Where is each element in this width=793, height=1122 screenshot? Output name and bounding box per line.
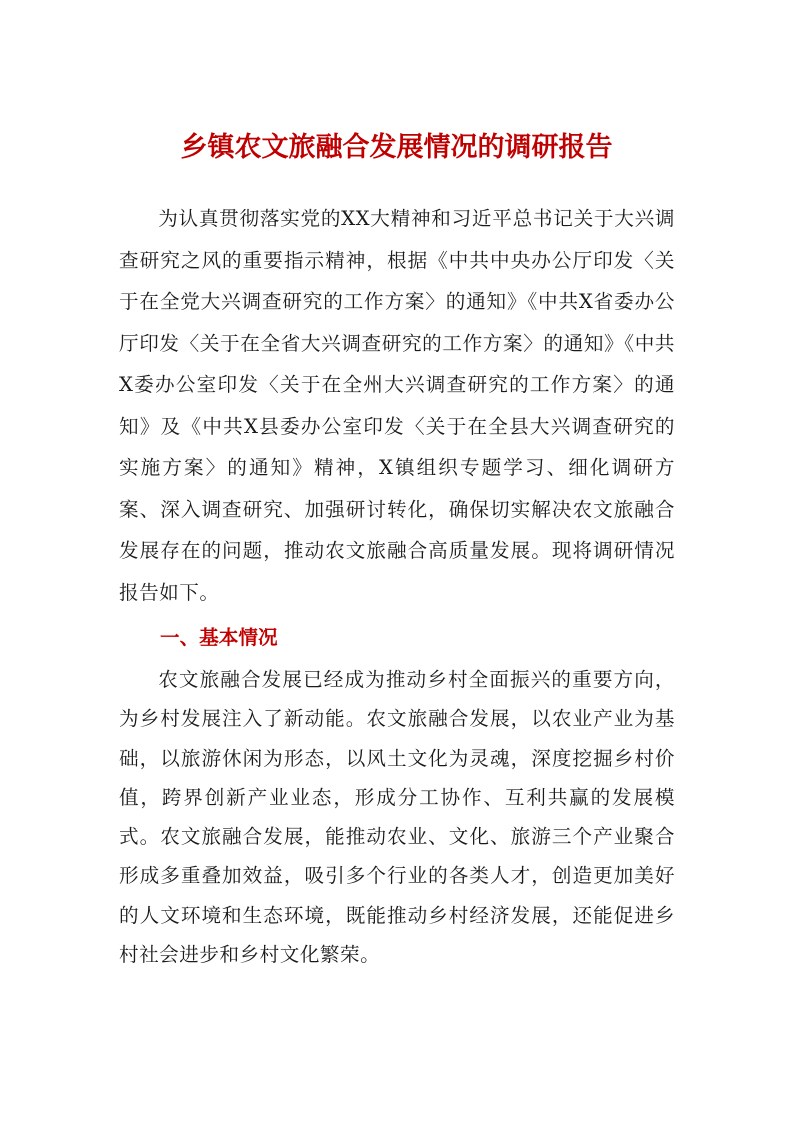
section-heading: 一、基本情况	[160, 626, 278, 649]
intro-paragraph: 为认真贯彻落实党的XX大精神和习近平总书记关于大兴调查研究之风的重要指示精神，根据《中共中央办公厅印发〈关于在全党大兴调查研究的工作方案〉的通知》《中共X省委办公厅印发〈关于在全省大兴调查研究的工作方案〉的通知》《中共X委办公室印发〈关于在全州大兴调查研究的工作方案〉的通知》及《中共X县委办公室印发〈关于在全县大兴调查研究的实施方案〉的通知》精神，X镇组织专题学习、细化调研方案、深入调查研究、加强研讨转化，确保切实解决农文旅融合发展存在的问题，推动农文旅融合高质量发展。现将调研情况报告如下。	[119, 207, 675, 604]
document-title: 乡镇农文旅融合发展情况的调研报告	[180, 132, 613, 163]
basic-situation-paragraph: 农文旅融合发展已经成为推动乡村全面振兴的重要方向，为乡村发展注入了新动能。农文旅融合发展，以农业产业为基础，以旅游休闲为形态，以风土文化为灵魂，深度挖掘乡村价值，跨界创新产业业态，形成分工协作、互利共赢的发展模式。农文旅融合发展，能推动农业、文化、旅游三个产业聚合形成多重叠加效益，吸引多个行业的各类人才，创造更加美好的人文环境和生态环境，既能推动乡村经济发展，还能促进乡村社会进步和乡村文化繁荣。	[119, 668, 675, 967]
